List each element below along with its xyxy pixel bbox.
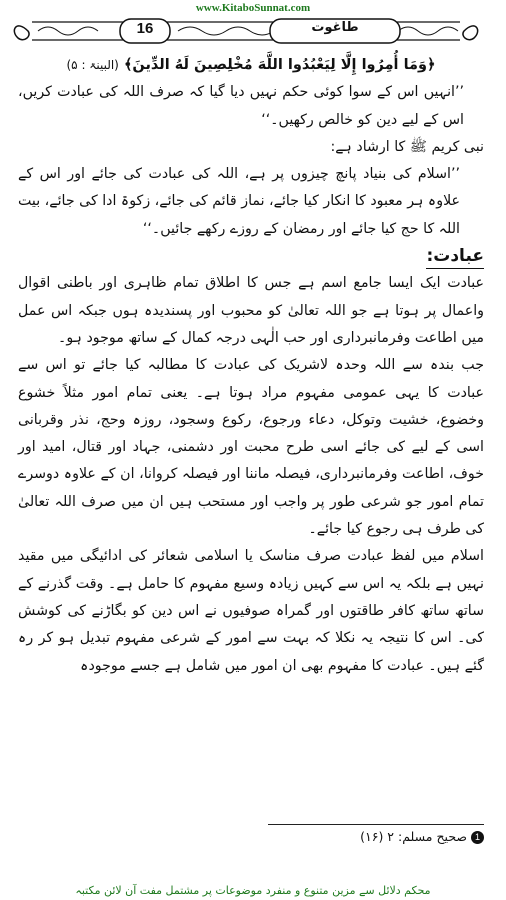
quran-verse-reference: (البینۃ : ۵) (66, 58, 119, 72)
hadith-quote: ’’اسلام کی بنیاد پانچ چیزوں پر ہے، اللہ کی عبادت کی جائے اور اس کے علاوہ ہر معبود کا انکار کیا جائے، نماز قائم کی جائے، زکوۃ ادا کی جائے، بیت اللہ کا حج کیا جائے اور رمضان کے روزے رکھے جائیں۔‘‘ (18, 166, 460, 237)
paragraph-1: عبادت ایک ایسا جامع اسم ہے جس کا اطلاق تمام ظاہری اور باطنی اقوال واعمال پر ہوتا ہے جو اللہ تعالیٰ کو محبوب اور پسندیدہ ہوں جبکہ اس عمل میں اطاعت وفرمانبرداری اور حب الٰہی درجہ کمال کے ساتھ موجود ہو۔ (18, 275, 484, 346)
page-number: 16 (136, 20, 154, 37)
verse-translation: ’’انہیں اس کے سوا کوئی حکم نہیں دیا گیا کہ صرف اللہ کی عبادت کریں، اس کے لیے دین کو خالص رکھیں۔‘‘ (18, 84, 464, 128)
watermark: محکم دلائل سے مزین متنوع و منفرد موضوعات پر مشتمل مفت آن لائن مکتبہ (75, 884, 431, 897)
section-heading-text: عبادت: (426, 246, 484, 269)
page-body (18, 52, 484, 680)
site-url[interactable]: www.KitaboSunnat.com (195, 2, 311, 14)
footnote-marker: 1 (471, 831, 484, 844)
section-heading (18, 243, 484, 270)
paragraph-2: جب بندہ سے اللہ وحدہ لاشریک کی عبادت کا مطالبہ کیا جائے تو اس سے عبادت کا یہی عمومی مفہوم مراد ہوتا ہے۔ یعنی تمام امور مثلاً خشوع وخضوع، خشیت وتوکل، دعاء ورجوع، رکوع وسجود، روزہ وحج، نذر وقربانی اسی کے لیے کی جائے اسی طرح محبت اور دشمنی، جہاد اور قتال، امید اور خوف، اطاعت وفرمانبرداری، فیصلہ ماننا اور فیصلہ کروانا، ان کے علاوہ دوسرے تمام امور جو شرعی طور پر واجب اور مستحب ہیں ان میں صرف اللہ تعالیٰ کی طرف ہی رجوع کیا جائے۔ (18, 357, 484, 538)
quran-verse (18, 52, 484, 79)
footnote-divider (268, 824, 484, 825)
running-title: طاغوت (311, 20, 359, 35)
page-header (8, 16, 484, 46)
footnote-text: صحیح مسلم: ۲ (۱۶) (360, 829, 468, 844)
quran-verse-text: ﴿وَمَا أُمِرُوا إِلَّا لِيَعْبُدُوا اللَّهَ مُخْلِصِينَ لَهُ الدِّينَ﴾ (123, 57, 436, 73)
prophet-saying-intro: نبی کریم ﷺ کا ارشاد ہے: (330, 138, 484, 155)
footnote (18, 829, 484, 844)
paragraph-3: اسلام میں لفظ عبادت صرف مناسک یا اسلامی شعائر کی ادائیگی میں مقید نہیں ہے بلکہ یہ اس سے کہیں زیادہ وسیع مفہوم کا حامل ہے۔ وقت گذرنے کے ساتھ ساتھ کافر طاقتوں اور گمراہ صوفیوں نے اس دین کو بگاڑنے کی کوشش کی۔ اس کا نتیجہ یہ نکلا کہ بہت سے امور کے شرعی مفہوم تبدیل ہو کر رہ گئے ہیں۔ عبادت کا مفہوم بھی ان امور میں شامل ہے جسے موجودہ (18, 548, 484, 674)
header-ornament-frame (8, 16, 484, 46)
